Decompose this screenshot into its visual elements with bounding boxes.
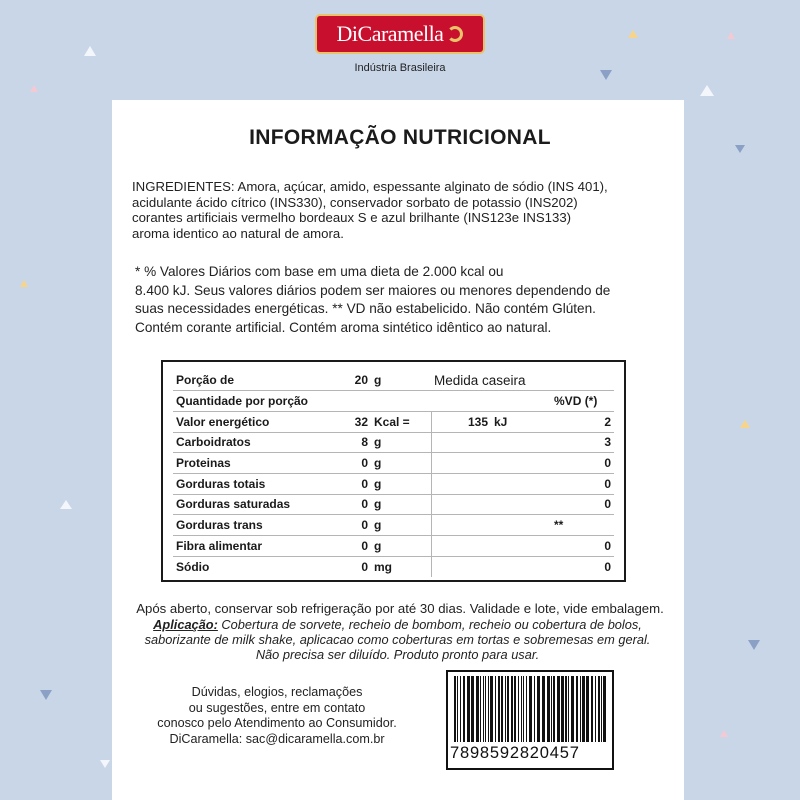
nutrient-unit: g	[371, 536, 431, 557]
nutrient-name: Proteinas	[173, 453, 313, 474]
portion-row	[173, 370, 614, 391]
decor-triangle	[748, 640, 760, 650]
contact-text	[112, 685, 442, 747]
decor-triangle	[740, 420, 750, 428]
barcode-bar	[526, 676, 527, 742]
decor-triangle	[727, 32, 735, 39]
nutrient-name: Gorduras trans	[173, 515, 313, 536]
nutrient-value: 0	[313, 515, 371, 536]
nutrient-value: 0	[361, 559, 368, 574]
barcode-bar	[529, 676, 532, 742]
energy-kj-unit	[491, 556, 551, 577]
barcode-bar	[565, 676, 567, 742]
energy-kj-unit	[491, 494, 551, 515]
barcode-bar	[457, 676, 458, 742]
swirl-icon	[447, 26, 463, 42]
nutrient-value: 0	[313, 453, 371, 474]
barcode-bar	[463, 676, 465, 742]
ingredients-line: INGREDIENTES: Amora, açúcar, amido, espessante alginato de sódio (INS 401),	[132, 179, 608, 194]
energy-kj-unit	[491, 473, 551, 494]
barcode-bar	[501, 676, 503, 742]
nutrient-name: Carboidratos	[173, 432, 313, 453]
energy-kj-value	[431, 473, 491, 494]
ingredients-line: acidulante ácido cítrico (INS330), conservador sorbato de potassio (INS202)	[132, 194, 578, 210]
barcode-bars	[454, 676, 608, 742]
nutrition-table	[161, 360, 626, 582]
barcode-bar	[582, 676, 585, 742]
energy-kj-value	[431, 494, 491, 515]
page-title: INFORMAÇÃO NUTRICIONAL	[249, 126, 551, 149]
contact-line: conosco pelo Atendimento ao Consumidor.	[157, 716, 397, 730]
application-line: Cobertura de sorvete, recheio de bombom, recheio ou cobertura de bolos,	[217, 617, 642, 632]
ingredients-line: corantes artificiais vermelho bordeaux S e azul brilhante (INS123e INS133)	[132, 210, 572, 225]
application-line: saborizante de milk shake, aplicacao como coberturas em tortas e sobremesas em geral.	[144, 632, 651, 648]
brand-logo	[315, 14, 485, 54]
barcode-number: 7898592820457	[450, 744, 580, 762]
quantity-header-row	[173, 391, 614, 412]
contact-line: Dúvidas, elogios, reclamações	[191, 685, 363, 699]
barcode-bar	[498, 676, 500, 742]
note-line: suas necessidades energéticas. ** VD não estabelicido. Não contém Glúten.	[135, 301, 596, 316]
note-line: Contém corante artificial. Contém aroma sintético idêntico ao natural.	[135, 319, 552, 335]
nutrient-value: 32	[313, 411, 371, 432]
nutrient-vd: 2	[551, 411, 614, 432]
nutrient-name: Gorduras saturadas	[173, 494, 313, 515]
origin-label: Indústria Brasileira	[354, 62, 446, 74]
barcode-bar	[542, 676, 545, 742]
barcode-bar	[576, 676, 578, 742]
barcode-bar	[523, 676, 524, 742]
note-line: 8.400 kJ. Seus valores diários podem ser maiores ou menores dependendo de	[135, 282, 611, 298]
nutrition-row	[173, 473, 614, 494]
barcode-bar	[460, 676, 461, 742]
nutrition-row	[173, 515, 614, 536]
barcode-bar	[551, 676, 552, 742]
application-line: Não precisa ser diluído. Produto pronto para usar.	[255, 647, 540, 663]
nutrition-row	[173, 556, 614, 577]
barcode-bar	[571, 676, 574, 742]
barcode-bar	[511, 676, 513, 742]
barcode-bar	[591, 676, 593, 742]
barcode-bar	[467, 676, 470, 742]
ingredients-line: aroma identico ao natural de amora.	[132, 225, 344, 241]
nutrient-vd: 0	[551, 494, 614, 515]
household-measure: Medida caseira	[431, 370, 551, 391]
barcode-bar	[471, 676, 474, 742]
barcode-bar	[518, 676, 519, 742]
nutrition-row	[173, 494, 614, 515]
barcode-bar	[480, 676, 481, 742]
contact-email: DiCaramella: sac@dicaramella.com.br	[169, 731, 385, 746]
nutrient-vd: 0	[551, 473, 614, 494]
energy-kj-unit	[491, 515, 551, 536]
nutrient-unit: mg	[374, 559, 392, 574]
note-line: * % Valores Diários com base em uma dieta de 2.000 kcal ou	[135, 264, 504, 279]
nutrition-row	[173, 432, 614, 453]
decor-triangle	[720, 730, 728, 737]
nutrient-name: Fibra alimentar	[173, 536, 313, 557]
energy-kj-value	[431, 432, 491, 453]
conservation-text: Após aberto, conservar sob refrigeração por até 30 dias. Validade e lote, vide embalagem.	[136, 601, 664, 616]
decor-triangle	[30, 85, 38, 92]
nutrient-unit: g	[371, 432, 431, 453]
energy-kj-unit: kJ	[491, 411, 551, 432]
barcode-bar	[553, 676, 555, 742]
barcode-bar	[454, 676, 456, 742]
vd-header: %VD (*)	[551, 391, 614, 412]
barcode-bar	[568, 676, 569, 742]
nutrient-name: Sódio	[176, 559, 210, 574]
barcode-bar	[561, 676, 564, 742]
barcode-bar	[580, 676, 581, 742]
barcode-bar	[603, 676, 606, 742]
nutrient-value: 0	[313, 536, 371, 557]
nutrient-unit: Kcal =	[371, 411, 431, 432]
energy-kj-value	[431, 536, 491, 557]
portion-value: 20	[313, 370, 371, 391]
barcode-bar	[476, 676, 479, 742]
decor-triangle	[700, 85, 714, 96]
barcode-bar	[514, 676, 516, 742]
nutrient-name: Gorduras totais	[173, 473, 313, 494]
decor-triangle	[84, 46, 96, 56]
nutrient-unit: g	[371, 494, 431, 515]
barcode-bar	[586, 676, 589, 742]
decor-triangle	[60, 500, 72, 509]
nutrition-row	[173, 411, 614, 432]
portion-label: Porção de	[173, 370, 313, 391]
nutrient-value: 8	[313, 432, 371, 453]
nutrient-value: 0	[313, 473, 371, 494]
barcode-bar	[537, 676, 540, 742]
barcode-bar	[547, 676, 550, 742]
nutrient-unit: g	[371, 473, 431, 494]
nutrient-unit: g	[371, 515, 431, 536]
decor-triangle	[628, 30, 638, 38]
energy-kj-value	[431, 453, 491, 474]
decor-triangle	[100, 760, 110, 768]
nutrient-vd: 3	[551, 432, 614, 453]
barcode-bar	[601, 676, 602, 742]
nutrient-value: 0	[313, 494, 371, 515]
daily-values-note	[135, 263, 675, 337]
decor-triangle	[40, 690, 52, 700]
energy-kj-value	[431, 556, 491, 577]
barcode-bar	[557, 676, 560, 742]
energy-kj-unit	[491, 453, 551, 474]
brand-name: DiCaramella	[336, 21, 444, 46]
portion-unit: g	[371, 370, 431, 391]
nutrition-row	[173, 453, 614, 474]
application-label: Aplicação:	[153, 617, 218, 632]
energy-kj-value: 135	[431, 411, 491, 432]
barcode-bar	[483, 676, 484, 742]
barcode-bar	[488, 676, 489, 742]
nutrient-unit: g	[371, 453, 431, 474]
nutrient-vd: 0	[551, 536, 614, 557]
barcode-bar	[521, 676, 522, 742]
nutrition-row	[173, 536, 614, 557]
barcode-bar	[534, 676, 535, 742]
barcode-bar	[485, 676, 486, 742]
nutrient-name: Valor energético	[173, 411, 313, 432]
barcode-bar	[505, 676, 506, 742]
quantity-label: Quantidade por porção	[173, 391, 371, 412]
application-text	[125, 617, 670, 663]
nutrient-vd: 0	[551, 453, 614, 474]
decor-triangle	[20, 280, 28, 287]
barcode-bar	[595, 676, 596, 742]
energy-kj-value	[431, 515, 491, 536]
barcode-bar	[490, 676, 493, 742]
ingredients-text	[132, 179, 677, 241]
barcode-bar	[495, 676, 496, 742]
barcode-bar	[507, 676, 509, 742]
energy-kj-unit	[491, 432, 551, 453]
energy-kj-unit	[491, 536, 551, 557]
contact-line: ou sugestões, entre em contato	[188, 700, 366, 715]
nutrient-vd: 0	[604, 559, 612, 574]
nutrient-vd: **	[551, 515, 614, 536]
barcode-bar	[598, 676, 600, 742]
